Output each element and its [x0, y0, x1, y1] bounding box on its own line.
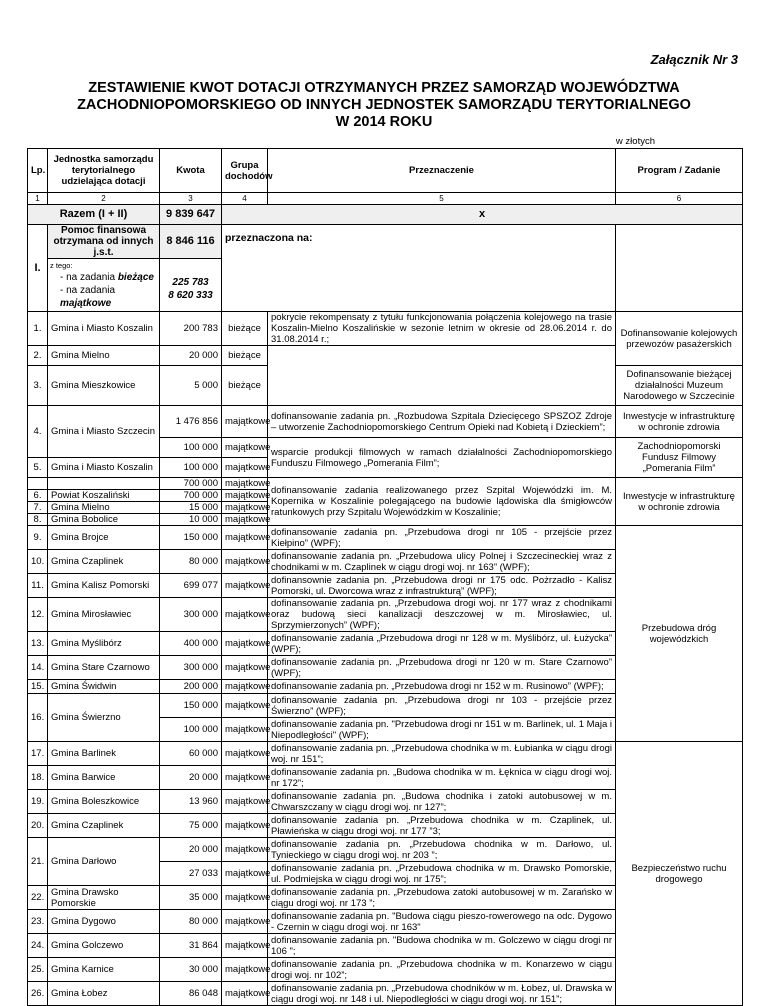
row-amount: 31 864	[160, 934, 222, 958]
row-group: majątkowe	[222, 958, 268, 982]
row-purpose: dofinansowanie zadania pn. „Przebudowa drogi nr 120 w m. Stare Czarnowo” (WPF);	[268, 656, 616, 680]
header-unit: Jednostka samorządu terytorialnego udzielająca dotacji	[48, 149, 160, 193]
row-unit: Gmina Brojce	[48, 526, 160, 550]
row-amount: 80 000	[160, 550, 222, 574]
document-title	[0, 80, 768, 131]
grants-table	[27, 148, 743, 1006]
row-unit: Gmina Mirosławiec	[48, 598, 160, 632]
row-group: majątkowe	[222, 458, 268, 478]
table-row	[28, 526, 743, 550]
row-lp: 7.	[28, 502, 48, 514]
table-row	[28, 478, 743, 490]
row-unit: Gmina Mielno	[48, 346, 160, 366]
row-lp: 10.	[28, 550, 48, 574]
capital-tasks-label: - na zadania majątkowe	[60, 285, 116, 309]
row-amount: 20 000	[160, 838, 222, 862]
row-purpose: wsparcie produkcji filmowych w ramach działalności Zachodniopomorskiego Funduszu Filmowego „Pomerania Film”;	[268, 438, 616, 478]
row-amount: 300 000	[160, 656, 222, 680]
row-lp: 21.	[28, 838, 48, 886]
total-label: Razem (I + II)	[28, 205, 160, 225]
row-amount: 700 000	[160, 478, 222, 490]
header-amount: Kwota	[160, 149, 222, 193]
row-purpose: dofinansowanie zadania pn. „Przebudowa drogi woj. nr 177 wraz z chodnikami oraz budową sieci kanalizacji deszczowej w m. Mirosławiec, ul. Sprzymierzonych” (WPF);	[268, 598, 616, 632]
row-amount: 100 000	[160, 458, 222, 478]
row-purpose: dofinansowanie zadania pn. „Przebudowa chodnika w m. Konarzewo w ciągu drogi woj. nr 102”;	[268, 958, 616, 982]
header-lp: Lp.	[28, 149, 48, 193]
row-group: majątkowe	[222, 526, 268, 550]
row-group: majątkowe	[222, 514, 268, 526]
row-unit: Gmina Stare Czarnowo	[48, 656, 160, 680]
row-unit	[48, 478, 160, 490]
row-group: bieżące	[222, 366, 268, 406]
annex-label: Załącznik Nr 3	[650, 52, 738, 67]
row-lp: 19.	[28, 790, 48, 814]
table-row	[28, 312, 743, 346]
row-amount: 200 000	[160, 680, 222, 694]
capital-amount: 8 620 333	[168, 290, 213, 301]
row-lp: 23.	[28, 910, 48, 934]
total-amount: 9 839 647	[160, 205, 222, 225]
row-group: majątkowe	[222, 550, 268, 574]
row-lp: 8.	[28, 514, 48, 526]
row-program: Bezpieczeństwo ruchu drogowego	[616, 742, 743, 1006]
row-unit: Gmina i Miasto Szczecin	[48, 406, 160, 458]
row-group: majątkowe	[222, 814, 268, 838]
row-group: majątkowe	[222, 680, 268, 694]
row-amount: 35 000	[160, 886, 222, 910]
row-lp: 16.	[28, 694, 48, 742]
section-breakdown-amounts	[160, 259, 222, 312]
row-amount: 86 048	[160, 982, 222, 1006]
total-mark: x	[222, 205, 743, 225]
row-program: Zachodniopomorski Fundusz Filmowy „Pomerania Film”	[616, 438, 743, 478]
row-unit: Gmina Mieszkowice	[48, 366, 160, 406]
row-group: majątkowe	[222, 862, 268, 886]
section-number: I.	[28, 225, 48, 312]
row-group: majątkowe	[222, 574, 268, 598]
row-amount: 699 077	[160, 574, 222, 598]
row-group: majątkowe	[222, 886, 268, 910]
row-lp: 18.	[28, 766, 48, 790]
row-lp	[28, 478, 48, 490]
row-lp: 3.	[28, 366, 48, 406]
row-group: bieżące	[222, 346, 268, 366]
table-row	[28, 742, 743, 766]
section-label: Pomoc finansowa otrzymana od innych j.s.t.	[48, 225, 160, 259]
row-amount: 100 000	[160, 718, 222, 742]
row-group: majątkowe	[222, 742, 268, 766]
row-unit: Gmina Karnice	[48, 958, 160, 982]
row-unit: Gmina Kalisz Pomorski	[48, 574, 160, 598]
row-unit: Gmina Golczewo	[48, 934, 160, 958]
section-amount: 8 846 116	[160, 225, 222, 259]
row-amount: 150 000	[160, 694, 222, 718]
row-group: majątkowe	[222, 838, 268, 862]
row-group: bieżące	[222, 312, 268, 346]
row-program: Dofinansowanie bieżącej działalności Muzeum Narodowego w Szczecinie	[616, 366, 743, 406]
row-amount: 150 000	[160, 526, 222, 550]
row-lp: 15.	[28, 680, 48, 694]
row-unit: Gmina i Miasto Koszalin	[48, 312, 160, 346]
row-lp: 26.	[28, 982, 48, 1006]
row-amount: 30 000	[160, 958, 222, 982]
row-purpose: dofinansowanie zadania pn. „Rozbudowa Szpitala Dziecięcego SPSZOZ Zdroje – utworzenie Zachodniopomorskiego Centrum Opieki nad Kobietą i Dzieckiem”;	[268, 406, 616, 438]
row-group: majątkowe	[222, 934, 268, 958]
row-purpose: dofinansowanie zadania pn. „Przebudowa zatoki autobusowej w m. Zarańsko w ciągu drogi woj. nr 173 ”;	[268, 886, 616, 910]
row-lp: 4.	[28, 406, 48, 458]
of-which-label: z tego:	[50, 261, 73, 270]
col-number-5: 5	[268, 193, 616, 205]
row-purpose: dofinansowanie zadania pn. „Przebudowa drogi nr 103 - przejście przez Świerzno” (WPF);	[268, 694, 616, 718]
row-purpose: dofinansowanie zadania pn. „Przebudowa drogi nr 152 w m. Rusinowo” (WPF);	[268, 680, 616, 694]
row-purpose: dofinansowanie zadania pn. „Przebudowa chodnika w m. Darłowo, ul. Tynieckiego w ciągu drogi woj. nr 203 ”;	[268, 838, 616, 862]
row-unit: Gmina Bobolice	[48, 514, 160, 526]
row-purpose	[268, 346, 616, 406]
row-unit: Gmina Łobez	[48, 982, 160, 1006]
col-number-4: 4	[222, 193, 268, 205]
row-unit: Gmina Dygowo	[48, 910, 160, 934]
row-purpose: dofinansowanie zadania pn. "Przebudowa drogi nr 151 w m. Barlinek, ul. 1 Maja i Niepodległości" (WPF);	[268, 718, 616, 742]
header-purpose: Przeznaczenie	[268, 149, 616, 193]
row-purpose: dofinansowanie zadania pn. "Budowa chodnika w m. Golczewo w ciągu drogi nr 106 ";	[268, 934, 616, 958]
current-tasks-label: - na zadania bieżące	[60, 272, 154, 283]
row-unit: Powiat Koszaliński	[48, 490, 160, 502]
row-lp: 9.	[28, 526, 48, 550]
unit-label: w złotych	[615, 136, 655, 147]
row-unit: Gmina i Miasto Koszalin	[48, 458, 160, 478]
table-row	[28, 406, 743, 438]
row-amount: 60 000	[160, 742, 222, 766]
row-amount: 400 000	[160, 632, 222, 656]
row-unit: Gmina Świerzno	[48, 694, 160, 742]
row-lp: 1.	[28, 312, 48, 346]
section-purpose: przeznaczona na:	[222, 225, 616, 312]
row-unit: Gmina Myślibórz	[48, 632, 160, 656]
row-purpose: dofinansowanie zadania pn. „Przebudowa drogi nr 105 - przejście przez Kiełpino” (WPF);	[268, 526, 616, 550]
row-amount: 300 000	[160, 598, 222, 632]
row-purpose: dofinansowanie zadania pn. „Przebudowa ulicy Polnej i Szczecineckiej wraz z chodnikami w m. Czaplinek w ciągu drogi woj. nr 163” (WPF);	[268, 550, 616, 574]
row-lp: 11.	[28, 574, 48, 598]
row-group: majątkowe	[222, 490, 268, 502]
row-group: majątkowe	[222, 718, 268, 742]
row-amount: 80 000	[160, 910, 222, 934]
col-number-6: 6	[616, 193, 743, 205]
row-lp: 13.	[28, 632, 48, 656]
title-line-3: W 2014 ROKU	[335, 114, 433, 130]
row-amount: 1 476 856	[160, 406, 222, 438]
row-group: majątkowe	[222, 502, 268, 514]
row-lp: 12.	[28, 598, 48, 632]
row-group: majątkowe	[222, 656, 268, 680]
row-lp: 14.	[28, 656, 48, 680]
section-program-empty	[616, 225, 743, 312]
row-unit: Gmina Barlinek	[48, 742, 160, 766]
col-number-2: 2	[48, 193, 160, 205]
row-unit: Gmina Świdwin	[48, 680, 160, 694]
col-number-1: 1	[28, 193, 48, 205]
row-unit: Gmina Boleszkowice	[48, 790, 160, 814]
row-program: Inwestycje w infrastrukturę w ochronie zdrowia	[616, 406, 743, 438]
row-lp: 17.	[28, 742, 48, 766]
row-purpose: dofinansownie zadania pn. „Przebudowa drogi nr 175 odc. Pożrzadło - Kalisz Pomorski, ul. Dworcowa wraz z infrastrukturą” (WPF);	[268, 574, 616, 598]
current-amount: 225 783	[172, 277, 209, 288]
row-unit: Gmina Drawsko Pomorskie	[48, 886, 160, 910]
row-purpose: dofinansowanie zadania pn. „Przebudowa chodnika w m. Łubianka w ciągu drogi woj. nr 151”;	[268, 742, 616, 766]
title-line-1: ZESTAWIENIE KWOT DOTACJI OTRZYMANYCH PRZEZ SAMORZĄD WOJEWÓDZTWA	[88, 80, 680, 96]
row-group: majątkowe	[222, 438, 268, 458]
row-lp: 5.	[28, 458, 48, 478]
row-unit: Gmina Darłowo	[48, 838, 160, 886]
row-purpose: dofinansowanie zadania realizowanego przez Szpital Wojewódzki im. M. Kopernika w Koszalinie polegającego na budowie lądowiska dla śmigłowców ratunkowych przy Szpitalu Wojewódzkim w Koszalinie;	[268, 478, 616, 526]
row-amount: 13 960	[160, 790, 222, 814]
row-lp: 22.	[28, 886, 48, 910]
row-unit: Gmina Czaplinek	[48, 814, 160, 838]
row-amount: 700 000	[160, 490, 222, 502]
row-purpose: dofinansowanie zadania pn. „Budowa chodnika w m. Łęknica w ciągu drogi woj. nr 172”;	[268, 766, 616, 790]
row-group: majątkowe	[222, 632, 268, 656]
row-amount: 100 000	[160, 438, 222, 458]
row-group: majątkowe	[222, 910, 268, 934]
row-lp: 20.	[28, 814, 48, 838]
row-unit: Gmina Czaplinek	[48, 550, 160, 574]
col-number-3: 3	[160, 193, 222, 205]
row-program: Inwestycje w infrastrukturę w ochronie zdrowia	[616, 478, 743, 526]
section-breakdown	[48, 259, 160, 312]
row-group: majątkowe	[222, 694, 268, 718]
row-group: majątkowe	[222, 982, 268, 1006]
row-purpose: pokrycie rekompensaty z tytułu funkcjonowania połączenia kolejowego na trasie Koszalin-Mielno Koszalińskie w sezonie letnim w okresie od 28.06.2014 r. do 31.08.2014 r.;	[268, 312, 616, 346]
row-unit: Gmina Mielno	[48, 502, 160, 514]
header-program: Program / Zadanie	[616, 149, 743, 193]
row-amount: 10 000	[160, 514, 222, 526]
row-amount: 20 000	[160, 346, 222, 366]
title-line-2: ZACHODNIOPOMORSKIEGO OD INNYCH JEDNOSTEK SAMORZĄDU TERYTORIALNEGO	[77, 97, 691, 113]
row-lp: 2.	[28, 346, 48, 366]
row-amount: 75 000	[160, 814, 222, 838]
header-group: Grupa dochodów	[222, 149, 268, 193]
row-amount: 5 000	[160, 366, 222, 406]
row-amount: 200 783	[160, 312, 222, 346]
row-group: majątkowe	[222, 406, 268, 438]
row-group: majątkowe	[222, 598, 268, 632]
row-amount: 15 000	[160, 502, 222, 514]
row-program: Przebudowa dróg wojewódzkich	[616, 526, 743, 742]
row-lp: 25.	[28, 958, 48, 982]
row-amount: 27 033	[160, 862, 222, 886]
row-purpose: dofinansowanie zadania pn. „Przebudowa chodnika w m. Czaplinek, ul. Pławieńska w ciągu drogi woj. nr 177 ”3;	[268, 814, 616, 838]
row-purpose: dofinansowanie zadania „Przebudowa drogi nr 128 w m. Myślibórz, ul. Łużycka” (WPF);	[268, 632, 616, 656]
row-unit: Gmina Barwice	[48, 766, 160, 790]
row-group: majątkowe	[222, 790, 268, 814]
row-lp: 24.	[28, 934, 48, 958]
row-purpose: dofinansowanie zadania pn. „Budowa chodnika i zatoki autobusowej w m. Chwarszczany w ciągu drogi woj. nr 127”;	[268, 790, 616, 814]
row-group: majątkowe	[222, 478, 268, 490]
row-program: Dofinansowanie kolejowych przewozów pasażerskich	[616, 312, 743, 366]
row-group: majątkowe	[222, 766, 268, 790]
row-purpose: dofinansowanie zadania pn. "Budowa ciągu pieszo-rowerowego na odc. Dygowo - Czernin w ciągu drogi woj. nr 163"	[268, 910, 616, 934]
row-purpose: dofinansowanie zadania pn. „Przebudowa chodnika w m. Drawsko Pomorskie, ul. Podmiejska w ciągu drogi woj. nr 175”;	[268, 862, 616, 886]
row-purpose: dofinansowanie zadania pn. „Przebudowa chodników w m. Łobez, ul. Drawska w ciągu drogi woj. nr 148 i ul. Niepodległości w ciągu drogi woj. nr 151”;	[268, 982, 616, 1006]
row-amount: 20 000	[160, 766, 222, 790]
row-lp: 6.	[28, 490, 48, 502]
